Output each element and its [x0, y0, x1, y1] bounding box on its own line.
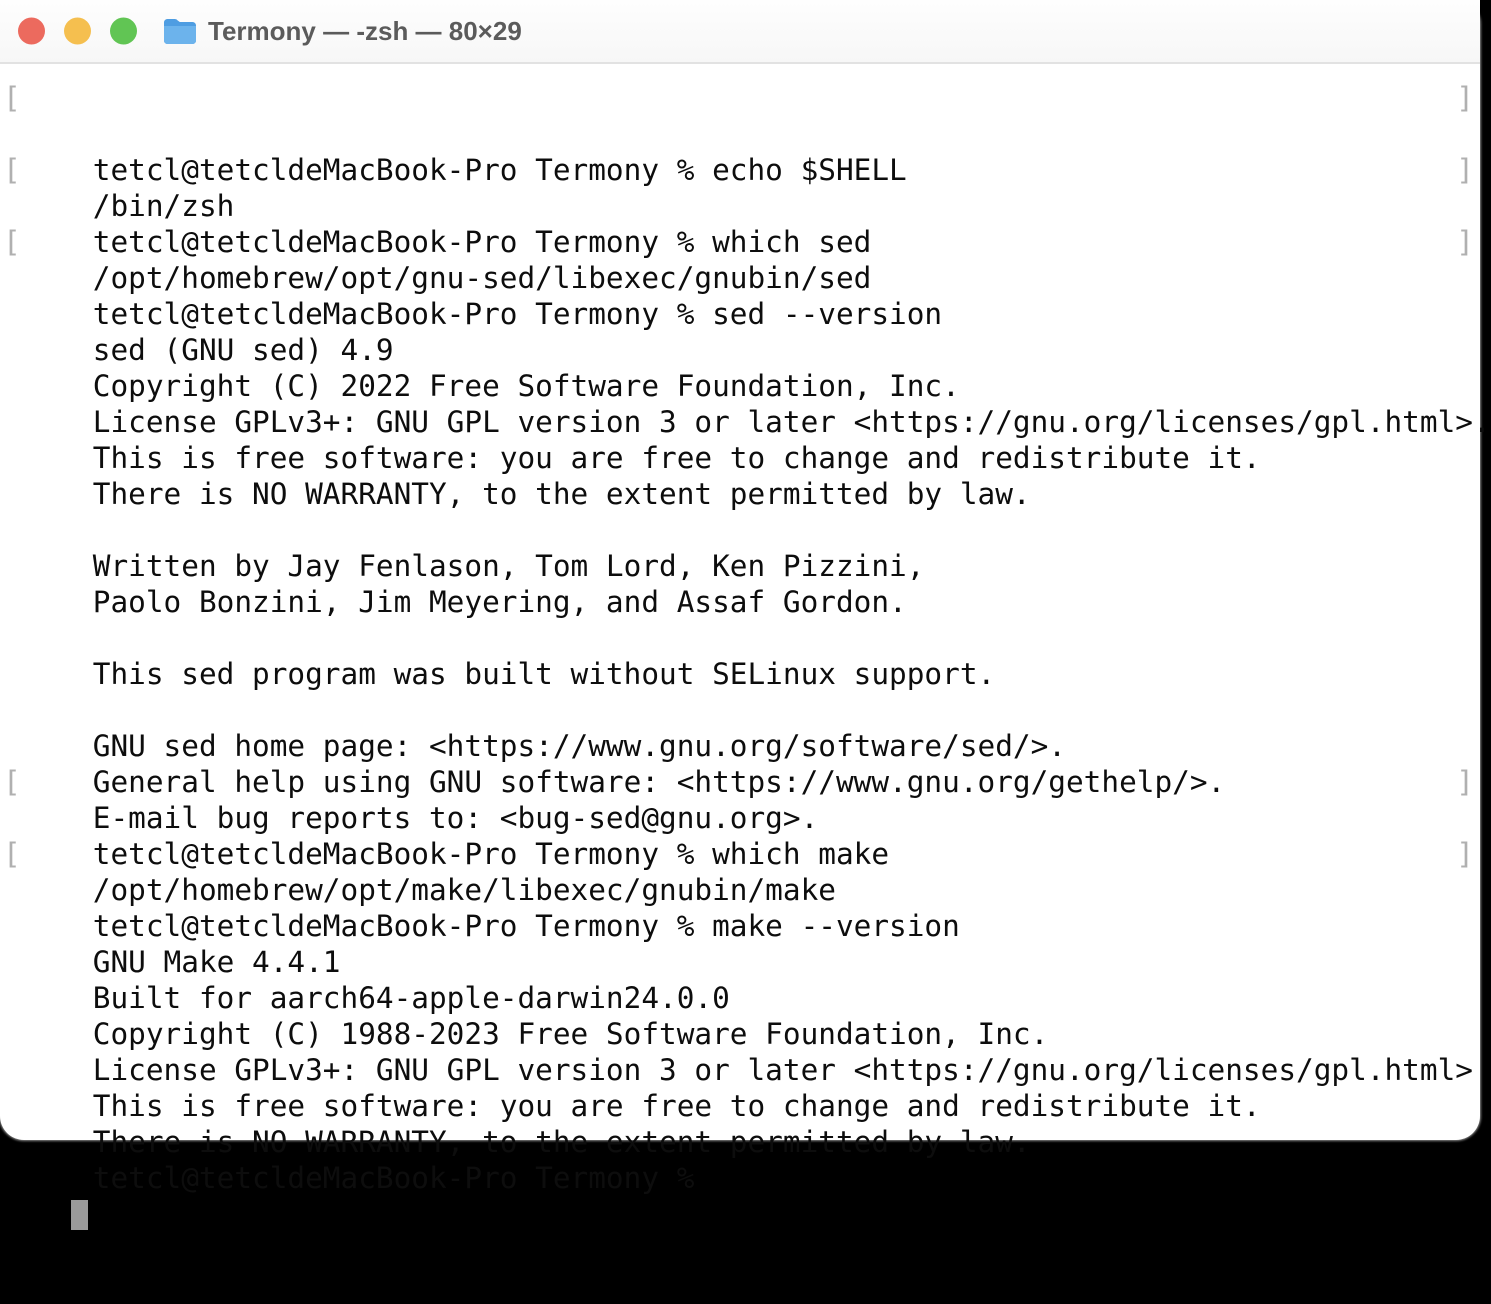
- line-text: GNU sed home page: <https://www.gnu.org/software/sed/>.: [92, 729, 1066, 763]
- line-text: sed (GNU sed) 4.9: [92, 333, 394, 367]
- terminal-line: [0, 548, 1480, 584]
- mark-open: [: [3, 837, 21, 871]
- mark-close: ]: [1456, 225, 1474, 259]
- window-controls: [18, 18, 137, 45]
- mark-open: [: [3, 765, 21, 799]
- line-text: /opt/homebrew/opt/make/libexec/gnubin/make: [92, 873, 836, 907]
- zoom-button[interactable]: [110, 18, 137, 45]
- line-text: E-mail bug reports to: <bug-sed@gnu.org>.: [92, 801, 819, 835]
- line-text: License GPLv3+: GNU GPL version 3 or later <https://gnu.org/licenses/gpl.html>.: [92, 405, 1491, 439]
- line-text: tetcl@tetcldeMacBook-Pro Termony % which make: [92, 837, 890, 871]
- line-text: Written by Jay Fenlason, Tom Lord, Ken Pizzini,: [92, 549, 925, 583]
- minimize-button[interactable]: [64, 18, 91, 45]
- line-text: There is NO WARRANTY, to the extent permitted by law.: [92, 1125, 1031, 1159]
- line-text: General help using GNU software: <https://www.gnu.org/gethelp/>.: [92, 765, 1226, 799]
- line-text: tetcl@tetcldeMacBook-Pro Termony % which sed: [92, 225, 872, 259]
- titlebar[interactable]: [0, 0, 1480, 64]
- line-text: /opt/homebrew/opt/gnu-sed/libexec/gnubin/sed: [92, 261, 872, 295]
- line-text: GNU Make 4.4.1: [92, 945, 341, 979]
- terminal-line: [0, 620, 1480, 656]
- terminal-line: [0, 476, 1480, 583]
- mark-open: [: [3, 153, 21, 187]
- terminal-line: [0, 80, 1480, 187]
- terminal-screen[interactable]: [0, 64, 1491, 1195]
- mark-close: ]: [1456, 765, 1474, 799]
- mark-close: ]: [1456, 837, 1474, 871]
- terminal-line: [0, 656, 1480, 763]
- line-text: There is NO WARRANTY, to the extent permitted by law.: [92, 477, 1031, 511]
- line-text: Copyright (C) 1988-2023 Free Software Foundation, Inc.: [92, 1017, 1049, 1051]
- line-text: tetcl@tetcldeMacBook-Pro Termony % echo $SHELL: [92, 153, 907, 187]
- line-text: Copyright (C) 2022 Free Software Foundation, Inc.: [92, 369, 960, 403]
- line-text: Built for aarch64-apple-darwin24.0.0: [92, 981, 730, 1015]
- line-text: tetcl@tetcldeMacBook-Pro Termony % make --version: [92, 909, 960, 943]
- line-text: This sed program was built without SELinux support.: [92, 657, 996, 691]
- cursor-block: [71, 1200, 88, 1230]
- line-text: tetcl@tetcldeMacBook-Pro Termony %: [92, 1161, 713, 1195]
- terminal-line: [0, 440, 1480, 476]
- line-text: Paolo Bonzini, Jim Meyering, and Assaf Gordon.: [92, 585, 907, 619]
- line-text: License GPLv3+: GNU GPL version 3 or later <https://gnu.org/licenses/gpl.html>: [92, 1053, 1473, 1087]
- mark-open: [: [3, 225, 21, 259]
- close-button[interactable]: [18, 18, 45, 45]
- line-text: This is free software: you are free to change and redistribute it.: [92, 441, 1261, 475]
- mark-close: ]: [1456, 153, 1474, 187]
- title-group: [163, 0, 522, 62]
- line-text: /bin/zsh: [92, 189, 235, 223]
- terminal-line: [0, 584, 1480, 691]
- window-title: Termony — -zsh — 80×29: [208, 15, 522, 46]
- line-text: This is free software: you are free to change and redistribute it.: [92, 1089, 1261, 1123]
- mark-open: [: [3, 81, 21, 115]
- line-text: tetcl@tetcldeMacBook-Pro Termony % sed --version: [92, 297, 943, 331]
- folder-icon[interactable]: [163, 17, 197, 45]
- mark-close: ]: [1456, 81, 1474, 115]
